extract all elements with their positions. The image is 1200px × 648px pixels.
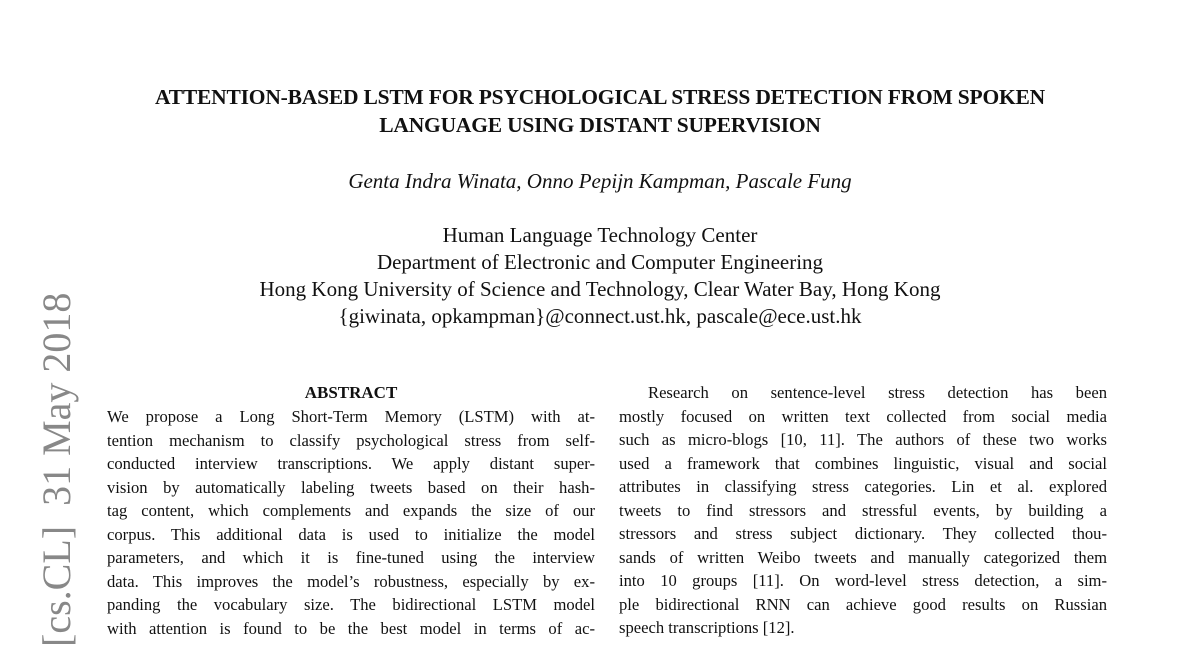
intro-column (619, 381, 1107, 640)
abstract-line: tag content, which complements and expands the size of our (107, 501, 595, 520)
body-line: such as micro-blogs [10, 11]. The authors of these two works (619, 430, 1107, 449)
body-line: mostly focused on written text collected from social media (619, 406, 1107, 426)
body-line: speech transcriptions [12]. (619, 618, 795, 637)
affiliation-line: Human Language Technology Center (442, 223, 758, 247)
abstract-line: panding the vocabulary size. The bidirectional LSTM model (107, 595, 595, 614)
abstract-line: corpus. This additional data is used to initialize the model (107, 524, 595, 544)
paper-title (80, 83, 1120, 139)
affiliation-line: Hong Kong University of Science and Technology, Clear Water Bay, Hong Kong (259, 277, 941, 301)
author-emails: {giwinata, opkampman}@connect.ust.hk, pascale@ece.ust.hk (338, 304, 862, 328)
title-line-1: ATTENTION-BASED LSTM FOR PSYCHOLOGICAL STRESS DETECTION FROM SPOKEN (155, 85, 1045, 109)
body-line: used a framework that combines linguistic, visual and social (619, 453, 1107, 473)
body-line: into 10 groups [11]. On word-level stress detection, a sim- (619, 571, 1107, 590)
abstract-line: parameters, and which it is fine-tuned using the interview (107, 548, 595, 567)
arxiv-stamp: [cs.CL] 31 May 2018 (34, 292, 79, 647)
body-line: stressors and stress subject dictionary. They collected thou- (619, 524, 1107, 543)
body-line: sands of written Weibo tweets and manually categorized them (619, 547, 1107, 567)
body-line: ple bidirectional RNN can achieve good results on Russian (619, 594, 1107, 614)
body-line: tweets to find stressors and stressful events, by building a (619, 500, 1107, 520)
affiliation-block (0, 222, 1200, 330)
affiliation-line: Department of Electronic and Computer Engineering (376, 250, 824, 274)
abstract-heading: ABSTRACT (304, 383, 398, 402)
abstract-line: with attention is found to be the best model in terms of ac- (107, 618, 595, 638)
body-line: Research on sentence-level stress detection has been (648, 383, 1107, 402)
abstract-line: data. This improves the model’s robustness, especially by ex- (107, 571, 595, 591)
abstract-line: conducted interview transcriptions. We apply distant super- (107, 454, 595, 473)
abstract-line: tention mechanism to classify psychological stress from self- (107, 430, 595, 450)
author-list: Genta Indra Winata, Onno Pepijn Kampman, Pascale Fung (348, 169, 852, 193)
title-line-2: LANGUAGE USING DISTANT SUPERVISION (379, 113, 821, 137)
body-line: attributes in classifying stress categories. Lin et al. explored (619, 477, 1107, 496)
abstract-column (107, 381, 595, 640)
abstract-line: vision by automatically labeling tweets based on their hash- (107, 477, 595, 497)
abstract-line: We propose a Long Short-Term Memory (LSTM) with at- (107, 407, 595, 426)
